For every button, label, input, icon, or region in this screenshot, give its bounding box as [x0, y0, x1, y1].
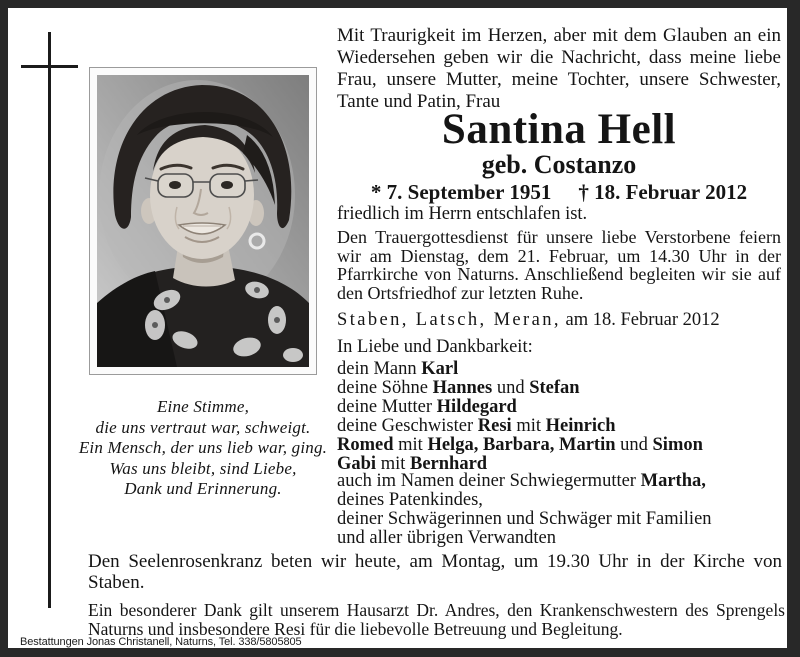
- also-line: auch im Namen deiner Schwiegermutter Martha,: [337, 471, 706, 491]
- family-line: Romed mit Helga, Barbara, Martin und Simon: [337, 435, 703, 456]
- poem-line: Dank und Erinnerung.: [124, 479, 282, 498]
- rosary-announcement: Den Seelenrosenkranz beten wir heute, am Montag, um 19.30 Uhr in der Kirche von Staben.: [88, 551, 782, 593]
- poem-line: Was uns bleibt, sind Liebe,: [109, 458, 297, 478]
- also-line: deiner Schwägerinnen und Schwäger mit Familien: [337, 508, 712, 529]
- places: Staben, Latsch, Meran,: [337, 310, 561, 330]
- gratitude-line: In Liebe und Dankbarkeit:: [337, 337, 533, 357]
- poem-line: die uns vertraut war, schweigt.: [95, 417, 311, 437]
- funeral-service-text: Den Trauergottesdienst für unsere liebe Verstorbene feiern wir am Dienstag, dem 21. Februar, um 14.30 Uhr in der Pfarrkirche von Naturns. Anschließend begleiten wir sie auf den Ortsfriedhof zur letzten Ruhe.: [337, 227, 781, 304]
- maiden-name: geb. Costanzo: [481, 150, 637, 179]
- portrait-photo-image: [97, 75, 309, 367]
- memorial-cross-icon: [21, 65, 78, 68]
- memorial-poem: [53, 397, 353, 500]
- also-in-name-of-list: [337, 472, 781, 548]
- family-line: deine Geschwister Resi mit Heinrich: [337, 416, 616, 437]
- portrait-photo: [89, 67, 317, 375]
- also-line: und aller übrigen Verwandten: [337, 527, 557, 548]
- poem-line: Eine Stimme,: [156, 397, 250, 416]
- life-dates: [337, 180, 781, 204]
- memorial-cross-icon: [48, 32, 51, 608]
- family-list: [337, 360, 781, 475]
- family-line: dein Mann Karl: [337, 359, 459, 379]
- family-line: Gabi mit Bernhard: [337, 454, 488, 475]
- places-date-line: [337, 310, 781, 331]
- also-line: deines Patenkindes,: [337, 489, 483, 510]
- notice-date: am 18. Februar 2012: [565, 310, 720, 330]
- poem-line: Ein Mensch, der uns lieb war, ging.: [78, 438, 328, 457]
- undertaker-footer: Bestattungen Jonas Christanell, Naturns, Tel. 338/5805805: [20, 636, 302, 648]
- birth-date: * 7. September 1951: [370, 180, 552, 204]
- intro-text: Mit Traurigkeit im Herzen, aber mit dem Glauben an ein Wiedersehen geben wir die Nachricht, dass meine liebe Frau, unsere Mutter, meine Tochter, unsere Schwester, Tante und Patin, Frau: [337, 25, 781, 112]
- family-line: deine Mutter Hildegard: [337, 397, 517, 418]
- family-line: deine Söhne Hannes und Stefan: [337, 378, 580, 399]
- closing-line: friedlich im Herrn entschlafen ist.: [337, 204, 588, 224]
- deceased-name: Santina Hell: [441, 106, 677, 153]
- death-date: † 18. Februar 2012: [578, 180, 748, 204]
- special-thanks-text: Ein besonderer Dank gilt unserem Hausarzt Dr. Andres, den Krankenschwestern des Sprengels Naturns und insbesondere Resi für die liebevolle Betreuung und Begleitung.: [88, 600, 785, 639]
